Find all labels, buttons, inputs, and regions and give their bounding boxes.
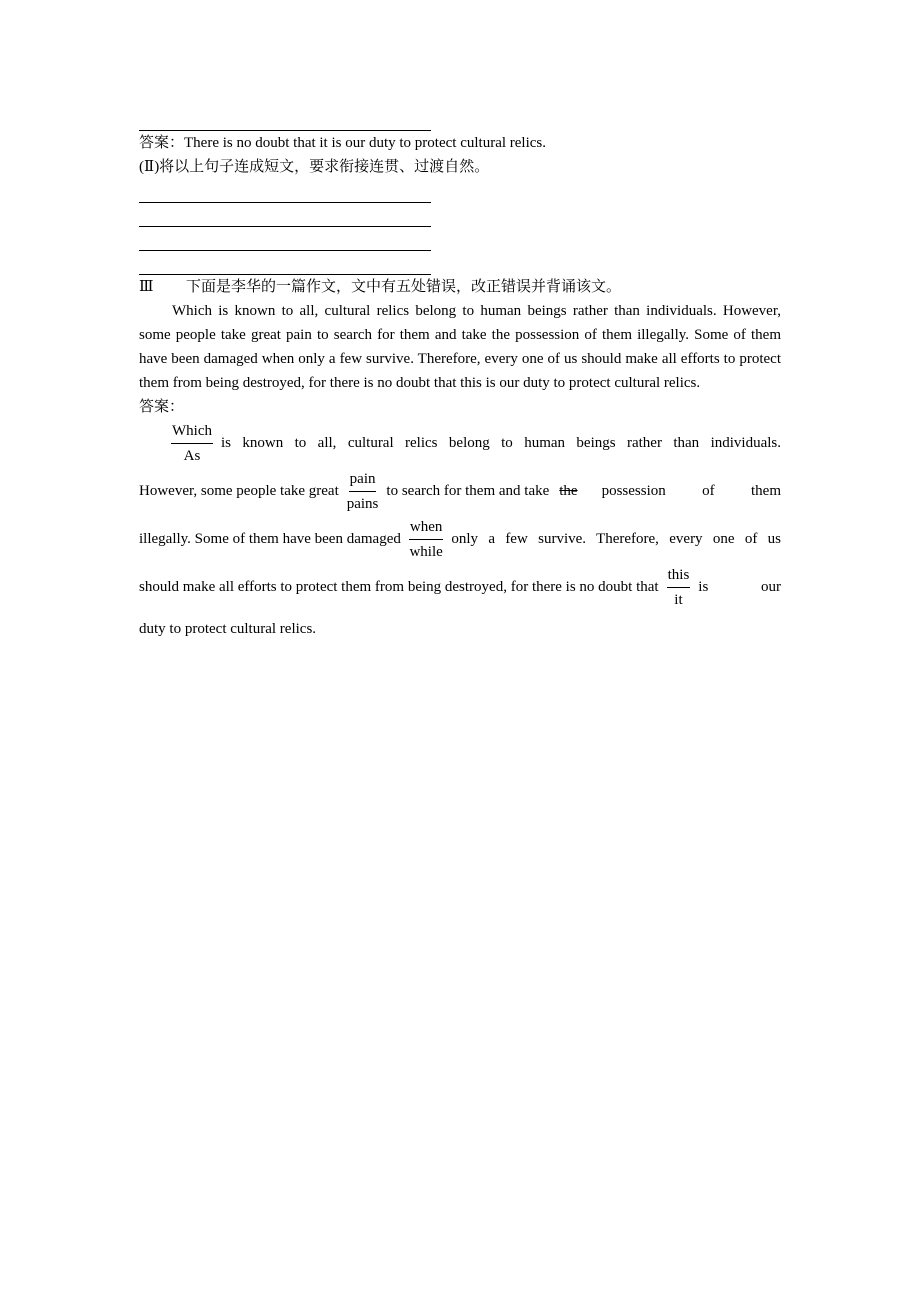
wrong-word: this: [667, 563, 691, 588]
answer-text: is our: [698, 579, 781, 595]
answer-text: duty to protect cultural relics.: [139, 621, 317, 637]
wrong-word: when: [409, 515, 444, 540]
answer-text: possession of them: [601, 483, 781, 499]
answer-text: illegally. Some of them have been damaged: [139, 531, 401, 547]
deleted-word: the: [559, 483, 578, 499]
correction-mark: [409, 515, 444, 564]
wrong-word: Which: [171, 419, 213, 444]
corrected-line: [139, 515, 781, 563]
answer-text: is known to all, cultural relics belong to human beings rather than individuals.: [220, 435, 781, 451]
answer-label: 答案：: [139, 399, 185, 415]
answer-blank-line: [139, 251, 431, 275]
corrected-line: [139, 419, 781, 467]
essay-paragraph: Which is known to all, cultural relics belong to human beings rather than individuals. However, some people take great pain to search for them and take the possession of them illegally. Some of them have been damaged when only a few survive. Therefore, every one of us should make all efforts to protect them from being destroyed, for there is no doubt that this is our duty to protect cultural relics.: [139, 303, 781, 391]
answer-blank-line: [139, 179, 431, 203]
wrong-word: pain: [349, 467, 377, 492]
correct-word: pains: [346, 495, 379, 512]
section-iii-instruction: 下面是李华的一篇作文，文中有五处错误，改正错误并背诵该文。: [186, 279, 622, 295]
answer-blank-line: [139, 227, 431, 251]
corrected-line: [139, 467, 781, 515]
correct-word: As: [183, 447, 201, 464]
section-iii-heading: [139, 275, 781, 299]
answer-text: However, some people take great: [139, 483, 339, 499]
corrected-line: [139, 617, 781, 641]
correction-mark: [171, 419, 213, 468]
corrected-line: [139, 563, 781, 611]
correct-word: it: [674, 591, 683, 608]
answer-blank-line: [139, 203, 431, 227]
correction-mark: [667, 563, 691, 612]
corrected-essay: [139, 419, 781, 641]
answer-blank-line: [139, 118, 431, 131]
answer-text: only a few survive. Therefore, every one of us: [451, 531, 781, 547]
section-iii-numeral: Ⅲ: [139, 279, 154, 295]
section-i-answer: 答案：There is no doubt that it is our duty to protect cultural relics.: [139, 135, 546, 151]
answer-text: should make all efforts to protect them from being destroyed, for there is no doubt that: [139, 579, 659, 595]
document-content: [139, 118, 781, 641]
answer-text: to search for them and take: [386, 483, 550, 499]
correct-word: while: [409, 543, 443, 560]
section-ii-instruction: (Ⅱ)将以上句子连成短文，要求衔接连贯、过渡自然。: [139, 159, 490, 175]
correction-mark: [347, 467, 379, 516]
